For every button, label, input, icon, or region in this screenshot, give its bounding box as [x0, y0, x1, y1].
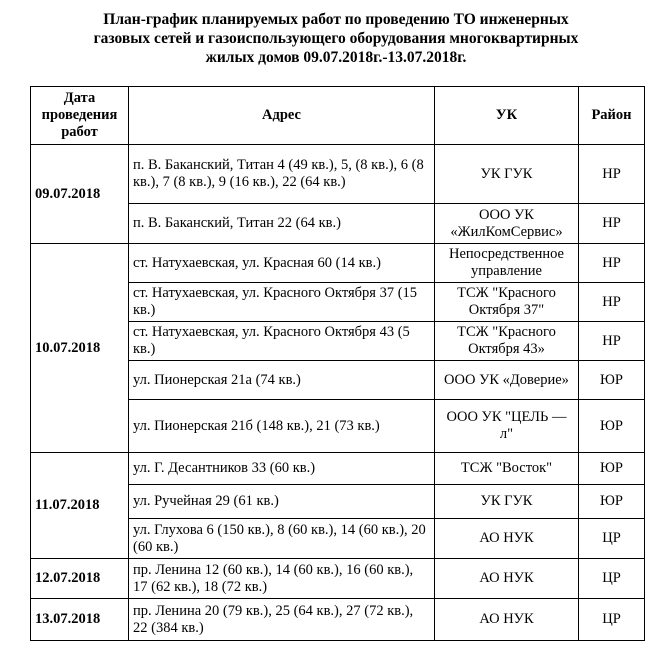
uk-cell: АО НУК — [435, 599, 579, 641]
address-cell: ул. Глухова 6 (150 кв.), 8 (60 кв.), 14 (60 кв.), 20 (60 кв.) — [129, 519, 435, 559]
table-row — [31, 244, 645, 283]
uk-cell: ТСЖ "Восток" — [435, 453, 579, 485]
district-cell: ЮР — [579, 485, 645, 519]
district-cell: ЦР — [579, 519, 645, 559]
column-header-uk: УК — [435, 87, 579, 145]
address-cell: ул. Пионерская 21б (148 кв.), 21 (73 кв.) — [129, 400, 435, 453]
uk-cell: АО НУК — [435, 559, 579, 599]
district-cell: ЦР — [579, 599, 645, 641]
uk-cell: ООО УК «Доверие» — [435, 361, 579, 400]
column-header-date-line-1: Дата — [63, 90, 96, 106]
address-cell: ул. Пионерская 21а (74 кв.) — [129, 361, 435, 400]
table-row — [31, 599, 645, 641]
schedule-table — [30, 86, 645, 641]
address-cell: п. В. Баканский, Титан 4 (49 кв.), 5, (8 кв.), 6 (8 кв.), 7 (8 кв.), 9 (16 кв.), 22 (64 кв.) — [129, 145, 435, 204]
uk-cell: АО НУК — [435, 519, 579, 559]
table-row — [31, 453, 645, 485]
table-row — [31, 559, 645, 599]
column-header-address: Адрес — [129, 87, 435, 145]
title-line-3: жилых домов 09.07.2018г.-13.07.2018г. — [205, 49, 467, 66]
uk-cell: ТСЖ "Красного Октября 43» — [435, 322, 579, 361]
address-cell: ст. Натухаевская, ул. Красная 60 (14 кв.) — [129, 244, 435, 283]
title-line-1: План-график планируемых работ по проведению ТО инженерных — [103, 11, 569, 28]
document-title — [0, 10, 672, 67]
address-cell: ст. Натухаевская, ул. Красного Октября 37 (15 кв.) — [129, 283, 435, 322]
uk-cell: ООО УК «ЖилКомСервис» — [435, 204, 579, 244]
district-cell: НР — [579, 322, 645, 361]
date-cell: 09.07.2018 — [31, 145, 129, 244]
column-header-date-line-2: проведения — [41, 107, 118, 123]
address-cell: п. В. Баканский, Титан 22 (64 кв.) — [129, 204, 435, 244]
uk-cell: УК ГУК — [435, 485, 579, 519]
district-cell: ЮР — [579, 453, 645, 485]
address-cell: пр. Ленина 20 (79 кв.), 25 (64 кв.), 27 (72 кв.), 22 (384 кв.) — [129, 599, 435, 641]
column-header-district: Район — [579, 87, 645, 145]
uk-cell: ООО УК "ЦЕЛЬ — л" — [435, 400, 579, 453]
district-cell: НР — [579, 283, 645, 322]
uk-cell: УК ГУК — [435, 145, 579, 204]
title-line-2: газовых сетей и газоиспользующего оборудования многоквартирных — [93, 30, 579, 47]
district-cell: ЦР — [579, 559, 645, 599]
date-cell: 11.07.2018 — [31, 453, 129, 559]
header-row — [31, 87, 645, 145]
district-cell: НР — [579, 244, 645, 283]
district-cell: НР — [579, 145, 645, 204]
address-cell: пр. Ленина 12 (60 кв.), 14 (60 кв.), 16 (60 кв.), 17 (62 кв.), 18 (72 кв.) — [129, 559, 435, 599]
table-row — [31, 145, 645, 204]
uk-cell: Непосредственное управление — [435, 244, 579, 283]
district-cell: НР — [579, 204, 645, 244]
date-cell: 13.07.2018 — [31, 599, 129, 641]
district-cell: ЮР — [579, 400, 645, 453]
district-cell: ЮР — [579, 361, 645, 400]
column-header-date-line-3: работ — [61, 124, 98, 140]
address-cell: ст. Натухаевская, ул. Красного Октября 43 (5 кв.) — [129, 322, 435, 361]
date-cell: 10.07.2018 — [31, 244, 129, 453]
address-cell: ул. Ручейная 29 (61 кв.) — [129, 485, 435, 519]
uk-cell: ТСЖ "Красного Октября 37" — [435, 283, 579, 322]
date-cell: 12.07.2018 — [31, 559, 129, 599]
column-header-date — [31, 87, 129, 145]
address-cell: ул. Г. Десантников 33 (60 кв.) — [129, 453, 435, 485]
